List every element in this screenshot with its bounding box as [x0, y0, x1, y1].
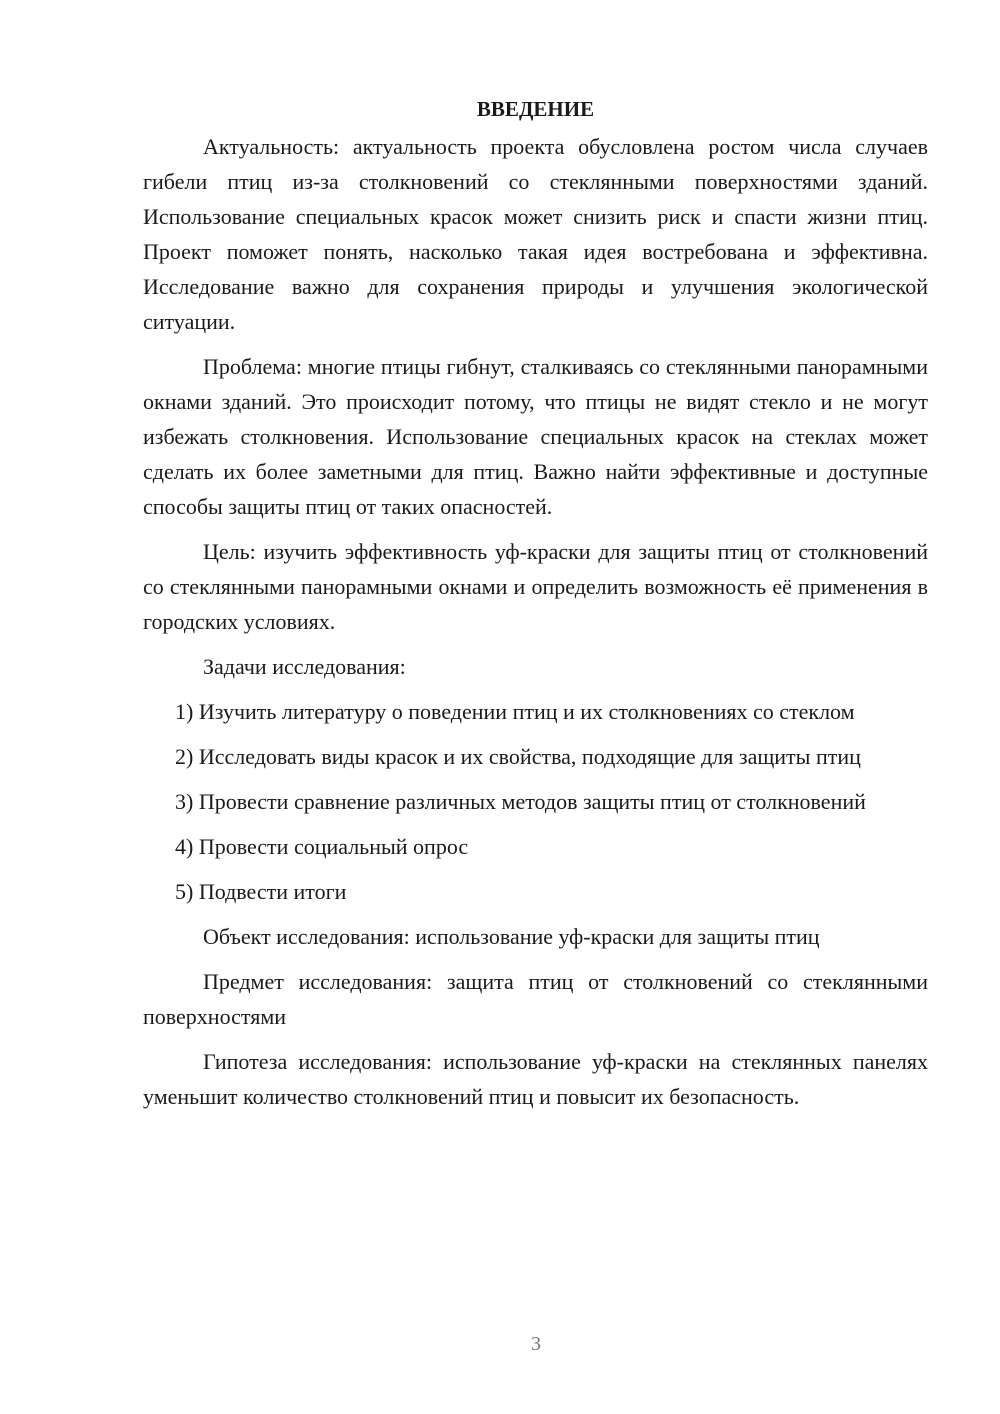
document-body	[143, 92, 928, 1124]
problem-paragraph: Проблема: многие птицы гибнут, сталкиваясь со стеклянными панорамными окнами зданий. Это происходит потому, что птицы не видят стекло и не могут избежать столкновения. Использование специальных красок на стеклах может сделать их более заметными для птиц. Важно найти эффективные и доступные способы защиты птиц от таких опасностей.	[143, 354, 928, 519]
tasks-heading: Задачи исследования:	[203, 654, 406, 679]
task-item-2: 2) Исследовать виды красок и их свойства, подходящие для защиты птиц	[175, 744, 861, 769]
section-title: ВВЕДЕНИЕ	[476, 97, 595, 121]
task-item-5: 5) Подвести итоги	[175, 879, 347, 904]
relevance-paragraph: Актуальность: актуальность проекта обусловлена ростом числа случаев гибели птиц из-за столкновений со стеклянными поверхностями зданий. Использование специальных красок может снизить риск и спасти жизни птиц. Проект поможет понять, насколько такая идея востребована и эффективна. Исследование важно для сохранения природы и улучшения экологической ситуации.	[143, 134, 928, 334]
research-hypothesis: Гипотеза исследования: использование уф-краски на стеклянных панелях уменьшит количество столкновений птиц и повысит их безопасность.	[143, 1049, 928, 1109]
task-item-1: 1) Изучить литературу о поведении птиц и их столкновениях со стеклом	[175, 699, 855, 724]
goal-paragraph: Цель: изучить эффективность уф-краски для защиты птиц от столкновений со стеклянными панорамными окнами и определить возможность её применения в городских условиях.	[143, 539, 928, 634]
research-subject: Предмет исследования: защита птиц от столкновений со стеклянными поверхностями	[143, 969, 928, 1029]
page-number: 3	[531, 1333, 541, 1355]
task-item-3: 3) Провести сравнение различных методов защиты птиц от столкновений	[175, 789, 866, 814]
research-object: Объект исследования: использование уф-краски для защиты птиц	[203, 924, 820, 949]
task-item-4: 4) Провести социальный опрос	[175, 834, 469, 859]
